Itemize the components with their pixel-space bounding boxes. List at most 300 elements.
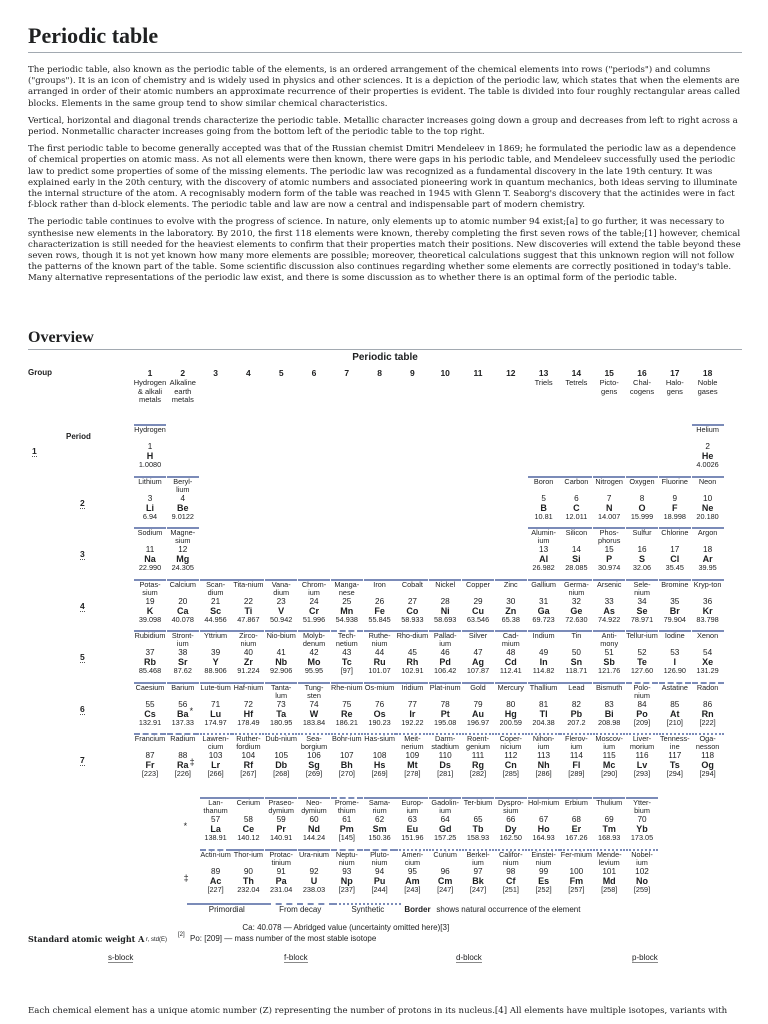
element-cell-ag[interactable]	[462, 630, 494, 674]
element-cell-nb[interactable]	[265, 630, 297, 674]
element-cell-ge[interactable]	[560, 579, 592, 623]
atomic-number: 29	[473, 596, 483, 606]
actinide-marker: ‡	[189, 757, 195, 767]
atomic-weight: [259]	[633, 885, 651, 894]
atomic-weight: [285]	[502, 769, 519, 778]
element-cell-pa[interactable]	[265, 849, 297, 893]
element-symbol: Ni	[440, 605, 450, 616]
element-cell-md[interactable]	[593, 849, 625, 893]
atomic-number: 96	[440, 867, 450, 876]
atomic-number: 108	[372, 751, 387, 760]
atomic-weight: 30.974	[598, 563, 621, 572]
element-symbol: No	[636, 876, 648, 886]
element-cell-zn[interactable]	[495, 579, 527, 623]
legend-primordial: Primordial	[187, 903, 267, 914]
element-name: Has-sium	[364, 735, 395, 743]
element-cell-ce[interactable]	[232, 797, 264, 841]
element-cell-bh[interactable]	[331, 733, 363, 777]
element-name: Tech-netium	[335, 632, 358, 648]
atomic-number: 61	[342, 815, 352, 824]
element-cell-ts[interactable]	[659, 733, 691, 777]
element-cell-tm[interactable]	[593, 797, 625, 841]
element-cell-b[interactable]	[528, 476, 560, 520]
element-cell-fe[interactable]	[364, 579, 396, 623]
element-symbol: C	[573, 502, 580, 513]
period-number[interactable]: 5	[80, 652, 85, 662]
element-cell-h[interactable]	[134, 424, 166, 468]
article	[28, 0, 742, 1016]
atomic-number: 104	[241, 751, 256, 760]
element-cell-in[interactable]	[528, 630, 560, 674]
element-symbol: H	[146, 451, 154, 461]
element-symbol: Rf	[243, 760, 254, 770]
element-cell-al[interactable]	[528, 527, 560, 571]
element-cell-fl[interactable]	[560, 733, 592, 777]
element-cell-k[interactable]	[134, 579, 166, 623]
element-name: Ytter-bium	[633, 799, 651, 815]
atomic-number: 73	[276, 699, 286, 709]
element-symbol: Xe	[702, 657, 714, 667]
element-cell-mt[interactable]	[396, 733, 428, 777]
period-number[interactable]: 6	[80, 703, 85, 714]
element-name: Iron	[373, 580, 386, 589]
element-name: Lead	[568, 683, 585, 692]
element-cell-lu[interactable]	[200, 682, 232, 726]
element-cell-ni[interactable]	[429, 579, 461, 623]
element-cell-hs[interactable]	[364, 733, 396, 777]
element-cell-cf[interactable]	[495, 849, 527, 893]
atomic-weight: 238.03	[302, 885, 326, 894]
atomic-number: 93	[342, 867, 352, 876]
element-cell-y[interactable]	[200, 630, 232, 674]
element-cell-mo[interactable]	[298, 630, 330, 674]
element-cell-dy[interactable]	[495, 797, 527, 841]
element-name: Europ-ium	[401, 799, 424, 815]
element-name: Potas-sium	[139, 580, 161, 597]
element-cell-at[interactable]	[659, 682, 691, 726]
element-symbol: La	[210, 824, 221, 834]
element-name: Phos-phorus	[598, 529, 621, 545]
element-name: Thor-ium	[233, 851, 263, 859]
element-symbol: Pd	[439, 657, 451, 667]
element-cell-er[interactable]	[560, 797, 592, 841]
element-cell-mg[interactable]	[167, 527, 199, 571]
element-cell-lv[interactable]	[626, 733, 658, 777]
element-cell-cn[interactable]	[495, 733, 527, 777]
element-symbol: Tc	[341, 657, 352, 667]
element-cell-ne[interactable]	[692, 476, 724, 520]
element-cell-yb[interactable]	[626, 797, 658, 841]
element-cell-fm[interactable]	[560, 849, 592, 893]
atomic-weight: [289]	[568, 769, 585, 778]
element-symbol: Ir	[409, 708, 416, 719]
element-symbol: Fr	[145, 760, 155, 770]
element-cell-rf[interactable]	[232, 733, 264, 777]
element-cell-ca[interactable]	[167, 579, 199, 623]
atomic-number: 65	[473, 815, 483, 824]
atomic-number: 12	[178, 545, 188, 554]
atomic-weight: 26.982	[532, 563, 555, 572]
element-cell-np[interactable]	[331, 849, 363, 893]
atomic-number: 62	[375, 815, 385, 824]
element-cell-tc[interactable]	[331, 630, 363, 674]
element-cell-rb[interactable]	[134, 630, 166, 674]
group-name: Alkaline earth metals	[169, 378, 196, 404]
element-cell-zr[interactable]	[232, 630, 264, 674]
group-number: 9	[410, 368, 415, 378]
element-name: Gadolin-ium	[431, 799, 459, 815]
group-number: 15	[604, 368, 614, 378]
element-symbol: Tl	[539, 708, 548, 719]
element-cell-rg[interactable]	[462, 733, 494, 777]
element-cell-cu[interactable]	[462, 579, 494, 623]
element-cell-se[interactable]	[626, 579, 658, 623]
element-cell-sr[interactable]	[167, 630, 199, 674]
atomic-weight: [266]	[207, 769, 224, 778]
element-cell-pb[interactable]	[560, 682, 592, 726]
element-symbol: Se	[636, 605, 648, 616]
element-cell-nh[interactable]	[528, 733, 560, 777]
atomic-number: 21	[211, 596, 221, 606]
element-cell-hg[interactable]	[495, 682, 527, 726]
legend-from-decay: From decay	[265, 903, 335, 914]
element-name: Kryp-ton	[693, 580, 722, 589]
element-symbol: Hg	[504, 708, 517, 719]
element-cell-sb[interactable]	[593, 630, 625, 674]
element-cell-ti[interactable]	[232, 579, 264, 623]
atomic-weight: [244]	[371, 885, 388, 894]
atomic-number: 89	[211, 867, 221, 876]
element-cell-v[interactable]	[265, 579, 297, 623]
atomic-weight: 121.76	[598, 666, 621, 675]
atomic-weight: 12.011	[565, 511, 588, 521]
element-cell-u[interactable]	[298, 849, 330, 893]
element-cell-nd[interactable]	[298, 797, 330, 841]
element-cell-os[interactable]	[364, 682, 396, 726]
element-name: Zirco-nium	[239, 632, 258, 648]
element-cell-as[interactable]	[593, 579, 625, 623]
group-number: 14	[571, 368, 582, 378]
element-symbol: Mc	[602, 760, 616, 770]
atomic-number: 53	[670, 648, 680, 657]
element-cell-ac[interactable]	[200, 849, 232, 893]
element-symbol: Pm	[339, 824, 354, 834]
element-name: Thallium	[529, 683, 558, 692]
element-symbol: Rg	[472, 760, 484, 770]
element-name: Oga-nesson	[695, 735, 720, 751]
atomic-number: 80	[506, 699, 516, 709]
element-name: Praseo-dymium	[268, 799, 294, 815]
element-cell-ra[interactable]	[167, 733, 199, 777]
atomic-weight: 173.05	[630, 833, 654, 842]
element-cell-te[interactable]	[626, 630, 658, 674]
element-name: Liver-morium	[629, 735, 655, 751]
atomic-weight: 72.630	[565, 614, 588, 624]
atomic-weight: 79.904	[663, 614, 686, 624]
element-cell-po[interactable]	[626, 682, 658, 726]
atomic-number: 4	[180, 493, 186, 503]
element-cell-ga[interactable]	[528, 579, 560, 623]
element-cell-s[interactable]	[626, 527, 658, 571]
atomic-weight: [282]	[469, 769, 487, 778]
element-cell-i[interactable]	[659, 630, 691, 674]
atomic-number: 14	[571, 545, 581, 554]
element-cell-ru[interactable]	[364, 630, 396, 674]
atomic-number: 113	[537, 751, 551, 760]
element-cell-sn[interactable]	[560, 630, 592, 674]
element-cell-cl[interactable]	[659, 527, 691, 571]
atomic-weight: 232.04	[237, 885, 260, 894]
element-cell-bk[interactable]	[462, 849, 494, 893]
element-cell-co[interactable]	[396, 579, 428, 623]
element-name: Anti-mony	[600, 632, 619, 648]
element-cell-ar[interactable]	[692, 527, 724, 571]
element-cell-sm[interactable]	[364, 797, 396, 841]
element-symbol: Te	[637, 657, 647, 667]
atomic-weight: 22.990	[138, 563, 162, 572]
block-label-p-block[interactable]: p-block	[632, 953, 658, 962]
atomic-number: 8	[639, 493, 645, 503]
atomic-weight: [258]	[601, 885, 618, 894]
atomic-number: 28	[440, 596, 450, 606]
atomic-weight: 231.04	[270, 885, 293, 894]
atomic-weight: [270]	[338, 769, 355, 778]
paragraph-intro: The periodic table, also known as the periodic table of the elements, is an ordered arrangement of the chemical elements into rows ("periods") and columns ("groups"). It is an icon of chemistry and is widely used in physics and other sciences. It is a depiction of the periodic law, which states that when the elements are arranged in order of their atomic numbers an approximate recurrence of their properties is evident. The table is divided into four roughly rectangular areas called blocks. Elements in the same group tend to show similar chemical characteristics.	[28, 65, 741, 109]
element-symbol: Cu	[472, 605, 484, 616]
element-cell-pd[interactable]	[429, 630, 461, 674]
element-name: Polo-nium	[633, 683, 651, 700]
atomic-weight: 40.078	[171, 614, 194, 624]
atomic-number: 6	[574, 493, 579, 503]
element-name: Lan-thanum	[203, 799, 228, 815]
element-symbol: Pb	[570, 708, 583, 719]
block-label-d-block[interactable]: d-block	[456, 953, 482, 962]
element-cell-gd[interactable]	[429, 797, 461, 841]
element-cell-cm[interactable]	[429, 849, 461, 893]
element-cell-sc[interactable]	[200, 579, 232, 623]
atomic-number: 87	[145, 751, 155, 760]
element-name: Ter-bium	[463, 799, 493, 807]
atomic-number: 41	[276, 648, 286, 657]
element-cell-cr[interactable]	[298, 579, 330, 623]
group-number: 18	[702, 368, 713, 378]
element-name: Tin	[571, 632, 582, 640]
element-symbol: Lr	[211, 760, 221, 770]
element-name: Barium	[171, 683, 195, 692]
block-label-s-block[interactable]: s-block	[108, 953, 134, 962]
element-symbol: Pt	[440, 708, 450, 719]
element-cell-no[interactable]	[626, 849, 658, 893]
element-symbol: Ti	[244, 605, 253, 616]
element-symbol: Eu	[406, 824, 419, 834]
element-name: Darm-stadtium	[431, 735, 459, 751]
element-cell-rh[interactable]	[396, 630, 428, 674]
element-name: Carbon	[564, 477, 589, 486]
element-symbol: P	[606, 554, 613, 564]
periodic-table-title: Periodic table	[352, 352, 418, 363]
f-row-marker: ‡	[183, 873, 189, 883]
element-cell-re[interactable]	[331, 682, 363, 726]
element-symbol: Zr	[243, 657, 253, 667]
element-cell-si[interactable]	[560, 527, 592, 571]
element-name: Neptu-nium	[335, 851, 358, 867]
atomic-number: 5	[541, 493, 546, 503]
element-cell-am[interactable]	[396, 849, 428, 893]
element-cell-eu[interactable]	[396, 797, 428, 841]
atomic-weight: [294]	[699, 769, 716, 778]
element-name: Scan-dium	[206, 580, 226, 597]
element-name: Rho-dium	[396, 632, 429, 640]
element-name: Tenness-ine	[659, 735, 690, 751]
element-name: Ura-nium	[298, 851, 329, 859]
page-title: Periodic table	[28, 22, 742, 53]
element-cell-sg[interactable]	[298, 733, 330, 777]
atomic-number: 18	[703, 545, 713, 554]
period-number[interactable]: 1	[32, 446, 37, 456]
element-name: Indium	[532, 632, 555, 640]
atomic-weight: 151.96	[401, 833, 424, 842]
element-name: Einstei-nium	[531, 851, 556, 867]
atomic-weight: 107.87	[466, 666, 490, 675]
element-name: Rhe-nium	[330, 683, 363, 692]
element-cell-tl[interactable]	[528, 682, 560, 726]
element-cell-th[interactable]	[232, 849, 264, 893]
element-cell-p[interactable]	[593, 527, 625, 571]
element-cell-la[interactable]	[200, 797, 232, 841]
element-cell-es[interactable]	[528, 849, 560, 893]
element-cell-ta[interactable]	[265, 682, 297, 726]
element-cell-pr[interactable]	[265, 797, 297, 841]
atomic-weight: 65.38	[501, 614, 520, 624]
element-cell-he[interactable]	[692, 424, 724, 468]
element-name: Chrom-ium	[301, 580, 327, 597]
element-cell-db[interactable]	[265, 733, 297, 777]
element-cell-w[interactable]	[298, 682, 330, 726]
atomic-weight: 127.60	[630, 666, 654, 675]
atomic-weight: 138.91	[204, 833, 227, 842]
element-cell-ho[interactable]	[528, 797, 560, 841]
period-number[interactable]: 2	[80, 497, 85, 508]
element-symbol: Be	[177, 502, 189, 513]
atomic-weight: 83.798	[696, 614, 719, 624]
element-name: Helium	[696, 426, 719, 434]
element-symbol: Rn	[701, 708, 714, 719]
atomic-number: 68	[571, 815, 581, 824]
atomic-number: 85	[670, 699, 680, 709]
element-cell-xe[interactable]	[692, 630, 724, 674]
element-name: Prome-thium	[334, 799, 359, 815]
atomic-number: 116	[635, 751, 649, 760]
atomic-weight: 92.906	[270, 666, 293, 675]
element-cell-li[interactable]	[134, 476, 166, 520]
element-name: Neo-dymium	[301, 799, 327, 815]
atomic-number: 102	[635, 867, 649, 876]
element-cell-ba[interactable]	[167, 682, 199, 726]
element-cell-pu[interactable]	[364, 849, 396, 893]
element-name: Radium	[170, 735, 196, 743]
atomic-number: 23	[276, 596, 286, 606]
element-cell-be[interactable]	[167, 476, 199, 520]
atomic-weight: 18.998	[663, 511, 686, 521]
element-name: Copper	[466, 580, 490, 589]
element-symbol: In	[539, 657, 548, 667]
group-number: 3	[213, 368, 218, 378]
element-cell-f[interactable]	[659, 476, 691, 520]
element-cell-bi[interactable]	[593, 682, 625, 726]
period-number[interactable]: 4	[80, 600, 85, 611]
element-symbol: Ce	[242, 824, 255, 834]
element-cell-mc[interactable]	[593, 733, 625, 777]
atomic-number: 11	[145, 545, 155, 554]
element-cell-rn[interactable]	[692, 682, 724, 726]
atomic-number: 40	[243, 648, 253, 657]
element-symbol: Cs	[144, 708, 156, 719]
atomic-weight: 58.693	[434, 614, 457, 624]
element-cell-pm[interactable]	[331, 797, 363, 841]
legend-border-text: shows natural occurrence of the element	[436, 905, 581, 914]
element-cell-au[interactable]	[462, 682, 494, 726]
element-cell-cs[interactable]	[134, 682, 166, 726]
element-name: Zinc	[503, 580, 518, 589]
element-cell-na[interactable]	[134, 527, 166, 571]
group-number: 13	[538, 368, 549, 378]
element-name: Nobel-ium	[631, 851, 653, 867]
element-symbol: He	[701, 451, 714, 461]
element-cell-ir[interactable]	[396, 682, 428, 726]
element-cell-ds[interactable]	[429, 733, 461, 777]
atomic-weight: 87.62	[173, 666, 192, 675]
period-number[interactable]: 3	[80, 549, 85, 559]
element-cell-hf[interactable]	[232, 682, 264, 726]
element-cell-fr[interactable]	[134, 733, 166, 777]
element-name: Bromine	[661, 580, 689, 589]
element-cell-c[interactable]	[560, 476, 592, 520]
atomic-number: 110	[438, 751, 452, 760]
atomic-weight: 207.2	[567, 717, 586, 727]
element-cell-n[interactable]	[593, 476, 625, 520]
atomic-weight: 95.95	[304, 666, 324, 675]
element-name: Cad-mium	[501, 632, 520, 648]
element-cell-lr[interactable]	[200, 733, 232, 777]
element-cell-og[interactable]	[692, 733, 724, 777]
section-heading-overview: Overview	[28, 328, 742, 350]
element-cell-mn[interactable]	[331, 579, 363, 623]
element-cell-kr[interactable]	[692, 579, 724, 623]
element-cell-br[interactable]	[659, 579, 691, 623]
atomic-weight: [278]	[404, 769, 421, 778]
period-number[interactable]: 7	[80, 755, 85, 765]
element-cell-pt[interactable]	[429, 682, 461, 726]
atomic-weight: 174.97	[204, 717, 227, 727]
atomic-number: 42	[309, 648, 319, 657]
element-symbol: Ag	[472, 657, 484, 667]
atomic-number: 16	[637, 545, 647, 554]
element-symbol: Dy	[505, 824, 517, 834]
element-cell-o[interactable]	[626, 476, 658, 520]
element-symbol: Bi	[604, 708, 614, 719]
element-cell-tb[interactable]	[462, 797, 494, 841]
atomic-number: 79	[473, 699, 483, 709]
atomic-weight: 20.180	[696, 511, 719, 521]
element-symbol: W	[309, 708, 319, 719]
block-label-f-block[interactable]: f-block	[284, 953, 308, 962]
element-symbol: Bh	[340, 760, 353, 770]
element-symbol: Db	[275, 760, 288, 770]
element-name: Radon	[696, 683, 719, 692]
element-cell-cd[interactable]	[495, 630, 527, 674]
element-symbol: Lv	[636, 760, 648, 770]
atomic-number: 99	[539, 867, 549, 876]
